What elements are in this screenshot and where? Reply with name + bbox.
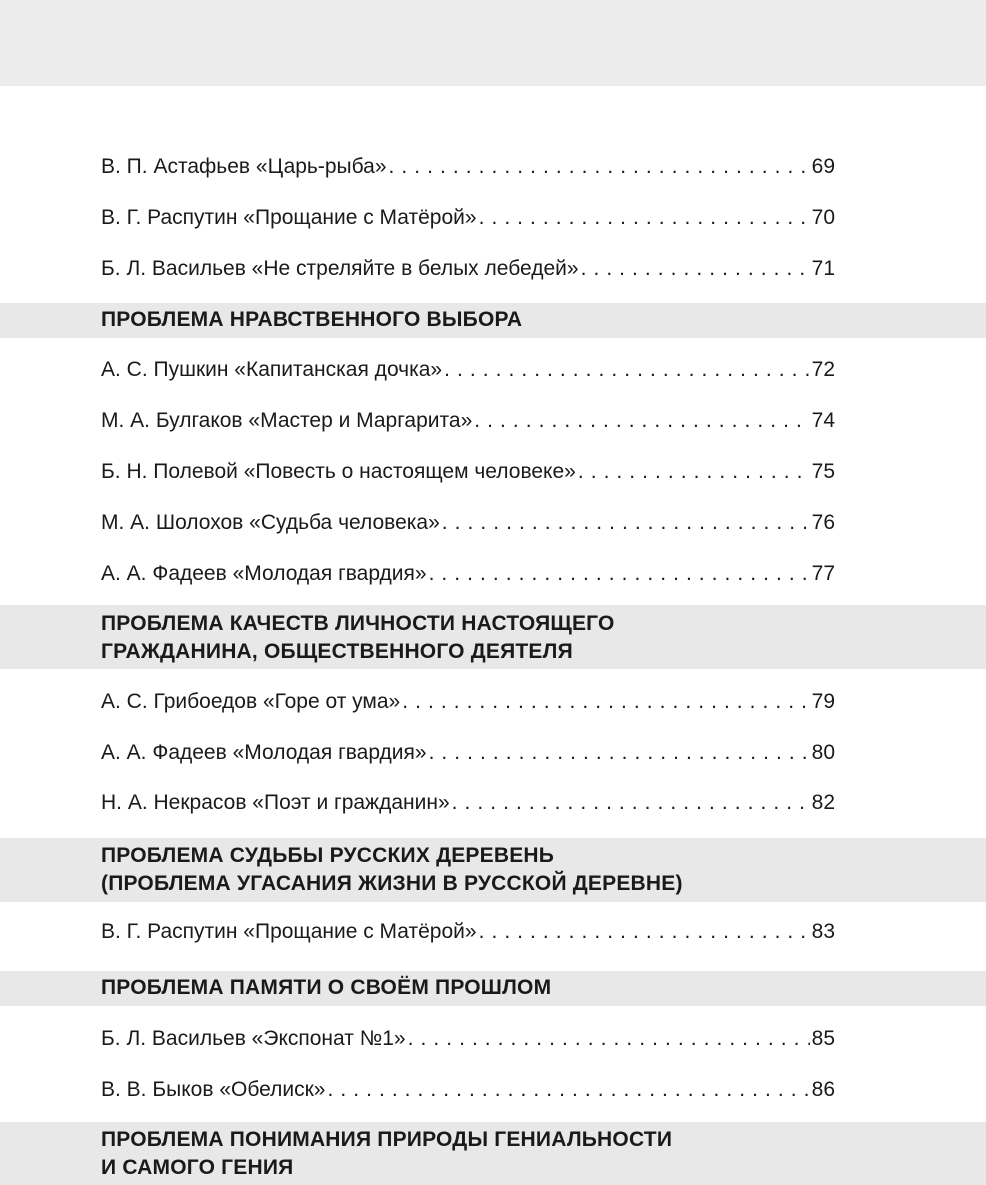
toc-entry[interactable] xyxy=(101,356,835,384)
toc-entry-page: 86 xyxy=(811,1078,835,1101)
dot-leader xyxy=(442,509,810,537)
toc-entry-page: 83 xyxy=(811,920,835,943)
section-heading: ПРОБЛЕМА НРАВСТВЕННОГО ВЫБОРА xyxy=(101,308,523,331)
toc-entry[interactable] xyxy=(101,153,835,181)
section-heading-band xyxy=(0,303,986,338)
dot-leader xyxy=(474,407,809,435)
toc-entry-title: В. П. Астафьев «Царь-рыба» xyxy=(101,155,387,178)
dot-leader xyxy=(581,255,810,283)
toc-entry-title: Б. Л. Васильев «Экспонат №1» xyxy=(101,1027,406,1050)
dot-leader xyxy=(444,356,810,384)
dot-leader xyxy=(408,1025,810,1053)
dot-leader xyxy=(389,153,810,181)
toc-entry-title: М. А. Шолохов «Судьба человека» xyxy=(101,511,440,534)
toc-entry-title: Б. Н. Полевой «Повесть о настоящем человеке» xyxy=(101,460,576,483)
section-heading-band xyxy=(0,971,986,1006)
toc-entry-page: 79 xyxy=(811,690,835,713)
dot-leader xyxy=(479,204,810,232)
toc-entry[interactable] xyxy=(101,204,835,232)
section-heading-band xyxy=(0,605,986,669)
toc-entry[interactable] xyxy=(101,458,835,486)
toc-entry-page: 82 xyxy=(811,791,835,814)
toc-entry[interactable] xyxy=(101,688,835,716)
toc-entry[interactable] xyxy=(101,1076,835,1104)
toc-entry-page: 71 xyxy=(811,257,835,280)
toc-entry[interactable] xyxy=(101,255,835,283)
toc-entry[interactable] xyxy=(101,739,835,767)
dot-leader xyxy=(578,458,810,486)
header-band xyxy=(0,0,986,86)
section-heading-band xyxy=(0,838,986,902)
toc-entry-title: Н. А. Некрасов «Поэт и гражданин» xyxy=(101,791,450,814)
section-heading: ПРОБЛЕМА ПАМЯТИ О СВОЁМ ПРОШЛОМ xyxy=(101,976,552,999)
toc-entry[interactable] xyxy=(101,407,835,435)
toc-entry-title: В. Г. Распутин «Прощание с Матёрой» xyxy=(101,920,477,943)
toc-entry-page: 77 xyxy=(811,562,835,585)
dot-leader xyxy=(429,739,810,767)
toc-entry-page: 69 xyxy=(811,155,835,178)
section-heading: ПРОБЛЕМА КАЧЕСТВ ЛИЧНОСТИ НАСТОЯЩЕГО ГРАЖДАНИНА, ОБЩЕСТВЕННОГО ДЕЯТЕЛЯ xyxy=(101,612,615,663)
dot-leader xyxy=(429,560,810,588)
toc-entry-title: А. С. Грибоедов «Горе от ума» xyxy=(101,690,401,713)
toc-entry-page: 76 xyxy=(811,511,835,534)
toc-entry[interactable] xyxy=(101,1025,835,1053)
dot-leader xyxy=(479,918,810,946)
toc-entry[interactable] xyxy=(101,509,835,537)
dot-leader xyxy=(327,1076,809,1104)
toc-entry-title: А. А. Фадеев «Молодая гвардия» xyxy=(101,562,427,585)
toc-entry-page: 70 xyxy=(811,206,835,229)
toc-entry-title: М. А. Булгаков «Мастер и Маргарита» xyxy=(101,409,473,432)
section-heading-band xyxy=(0,1122,986,1185)
toc-entry[interactable] xyxy=(101,918,835,946)
section-heading: ПРОБЛЕМА СУДЬБЫ РУССКИХ ДЕРЕВЕНЬ (ПРОБЛЕМА УГАСАНИЯ ЖИЗНИ В РУССКОЙ ДЕРЕВНЕ) xyxy=(101,844,683,895)
dot-leader xyxy=(452,789,810,817)
toc-entry-title: В. Г. Распутин «Прощание с Матёрой» xyxy=(101,206,477,229)
toc-entry-page: 85 xyxy=(811,1027,835,1050)
toc-entry[interactable] xyxy=(101,789,835,817)
toc-entry-title: А. А. Фадеев «Молодая гвардия» xyxy=(101,741,427,764)
toc-entry[interactable] xyxy=(101,560,835,588)
section-heading: ПРОБЛЕМА ПОНИМАНИЯ ПРИРОДЫ ГЕНИАЛЬНОСТИ И САМОГО ГЕНИЯ xyxy=(101,1128,673,1179)
toc-entry-title: А. С. Пушкин «Капитанская дочка» xyxy=(101,358,443,381)
toc-entry-page: 75 xyxy=(811,460,835,483)
toc-entry-title: В. В. Быков «Обелиск» xyxy=(101,1078,326,1101)
dot-leader xyxy=(402,688,809,716)
toc-entry-page: 80 xyxy=(811,741,835,764)
toc-entry-page: 74 xyxy=(811,409,835,432)
toc-entry-title: Б. Л. Васильев «Не стреляйте в белых лебедей» xyxy=(101,257,579,280)
toc-entry-page: 72 xyxy=(811,358,835,381)
